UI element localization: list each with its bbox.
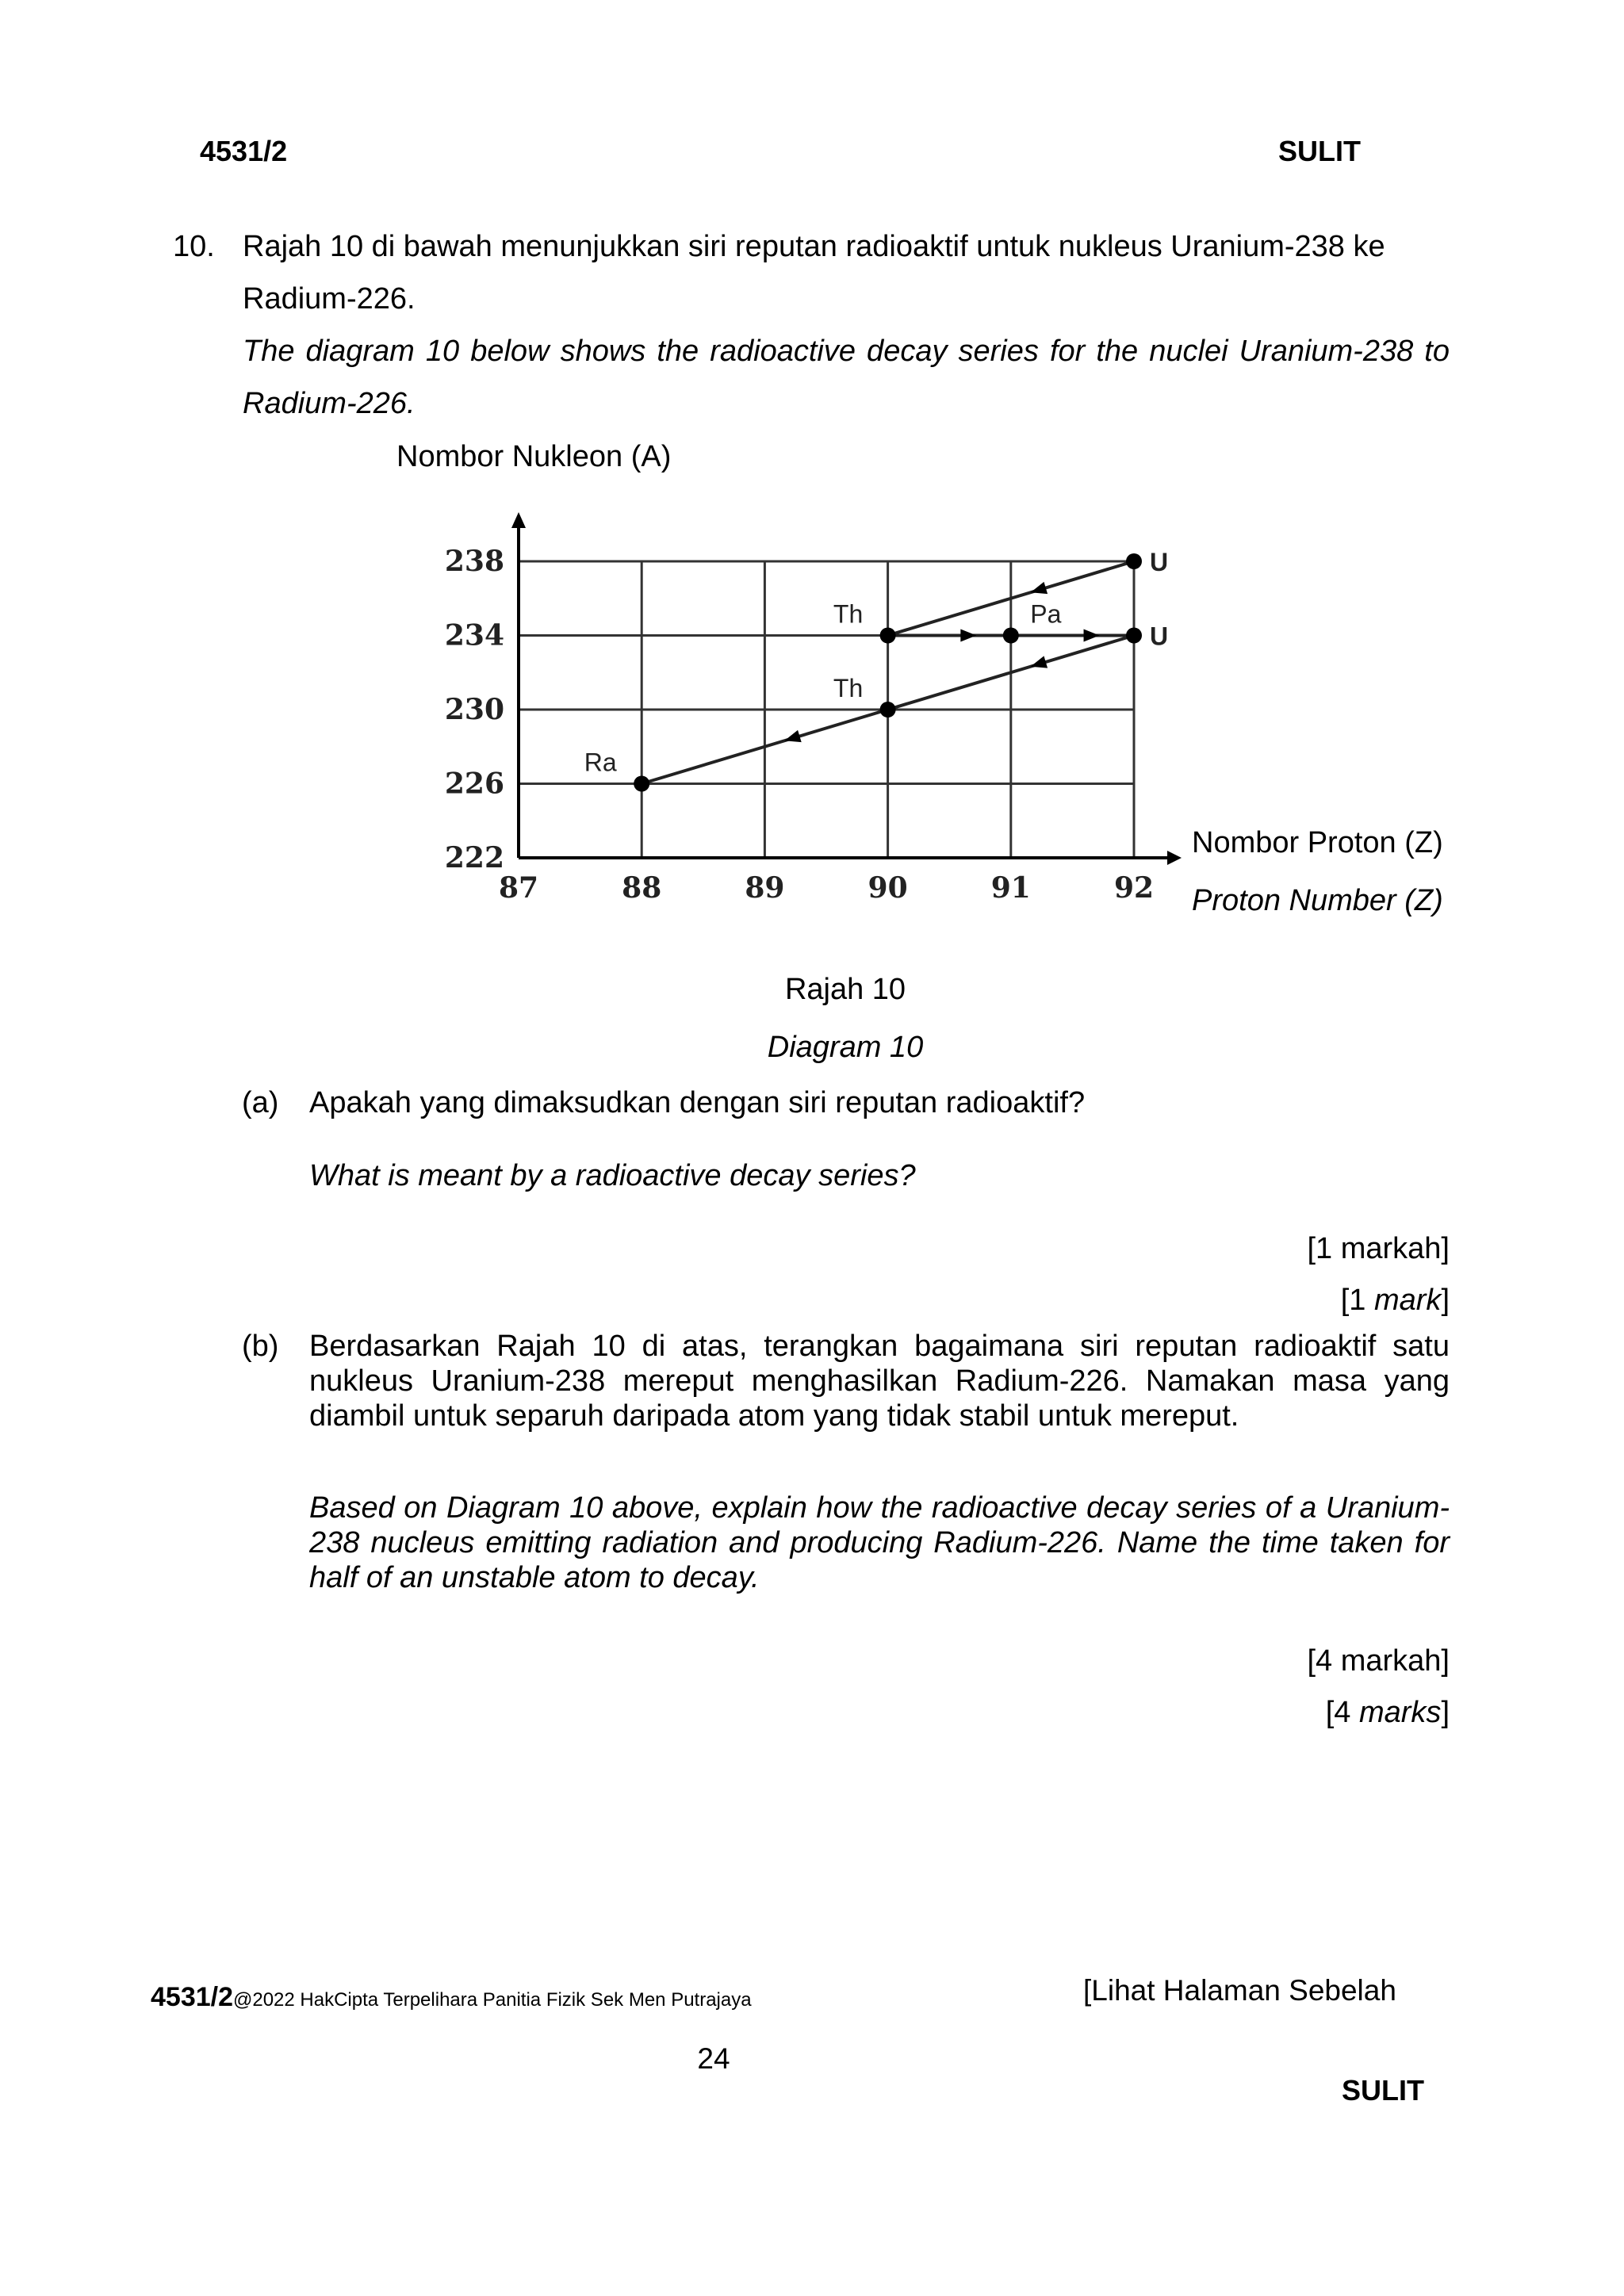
data-point (1126, 553, 1142, 569)
data-point (634, 776, 649, 792)
point-labels (584, 548, 1168, 777)
y-tick-label: 226 (444, 767, 504, 801)
transition-arrowhead (1031, 582, 1048, 594)
x-axis-title-ms: Nombor Proton (Z) (1192, 826, 1443, 859)
question-number: 10. (173, 230, 215, 263)
y-axis-arrowhead (511, 512, 526, 528)
part-b-question-ms: Berdasarkan Rajah 10 di atas, terangkan bagaimana siri reputan radioaktif satu nukleus Uranium-238 mereput menghasilkan Radium-226. Namakan masa yang diambil untuk separuh daripada atom yang tidak stabil untuk mereput. (309, 1330, 1450, 1433)
y-tick-label: 230 (444, 693, 504, 726)
point-label: Ra (584, 748, 617, 777)
x-axis-arrowhead (1167, 851, 1182, 865)
transition-arrowhead (1031, 656, 1048, 668)
footer-code: 4531/2 (151, 1982, 233, 2012)
part-a-question-ms: Apakah yang dimaksudkan dengan siri reputan radioaktif? (309, 1086, 1086, 1119)
x-tick-label: 87 (498, 871, 539, 905)
point-label: Th (833, 674, 864, 702)
diagram-caption-ms: Rajah 10 (784, 973, 906, 1006)
y-axis-title: Nombor Nukleon (A) (396, 440, 672, 473)
data-point (1003, 628, 1019, 644)
footer-copyright-line (151, 1982, 752, 2013)
x-tick-label: 91 (990, 871, 1031, 905)
footer-copyright: @2022 HakCipta Terpelihara Panitia Fizik Sek Men Putrajaya (233, 1989, 752, 2011)
page-number: 24 (697, 2042, 730, 2075)
next-page-note: [Lihat Halaman Sebelah (1083, 1974, 1396, 2007)
x-tick-label: 92 (1113, 871, 1155, 905)
transition-arrowhead (784, 730, 801, 742)
data-point (880, 702, 896, 718)
x-axis-title-en: Proton Number (Z) (1192, 884, 1443, 917)
part-a-marks-en: [1 mark] (1340, 1284, 1450, 1317)
classification-label: SULIT (1278, 135, 1361, 167)
diagram-caption-en: Diagram 10 (767, 1031, 924, 1064)
decay-series-chart (428, 499, 1221, 912)
point-label: U (1150, 622, 1169, 651)
part-b-label: (b) (242, 1330, 279, 1363)
y-tick-label: 238 (444, 545, 504, 578)
transition-arrowhead (1084, 629, 1100, 642)
x-tick-label: 89 (745, 871, 785, 905)
part-b-marks-ms: [4 markah] (1307, 1644, 1450, 1678)
point-label: U (1150, 548, 1169, 576)
part-a-question-en: What is meant by a radioactive decay series? (309, 1159, 916, 1192)
data-point (1126, 628, 1142, 644)
footer-classification: SULIT (1342, 2074, 1424, 2107)
paper-code: 4531/2 (200, 135, 288, 167)
x-tick-label: 90 (868, 871, 908, 905)
tick-labels (445, 545, 1154, 905)
question-stem-en: The diagram 10 below shows the radioactive decay series for the nuclei Uranium-238 to Radium-226. (243, 335, 1450, 420)
question-stem-ms: Rajah 10 di bawah menunjukkan siri reputan radioaktif untuk nukleus Uranium-238 ke Radium-226. (243, 230, 1385, 316)
point-label: Th (833, 599, 864, 629)
data-point (880, 628, 896, 644)
y-tick-label: 222 (444, 841, 504, 874)
transition-arrowhead (960, 629, 976, 642)
y-tick-label: 234 (444, 618, 504, 652)
x-tick-label: 88 (622, 871, 662, 905)
part-b-marks-en: [4 marks] (1325, 1696, 1450, 1729)
point-label: Pa (1030, 599, 1062, 629)
part-a-marks-ms: [1 markah] (1307, 1232, 1450, 1265)
part-b-question-en: Based on Diagram 10 above, explain how the radioactive decay series of a Uranium-238 nucleus emitting radiation and producing Radium-226. Name the time taken for half of an unstable atom to decay. (309, 1491, 1450, 1594)
part-a-label: (a) (242, 1086, 279, 1119)
